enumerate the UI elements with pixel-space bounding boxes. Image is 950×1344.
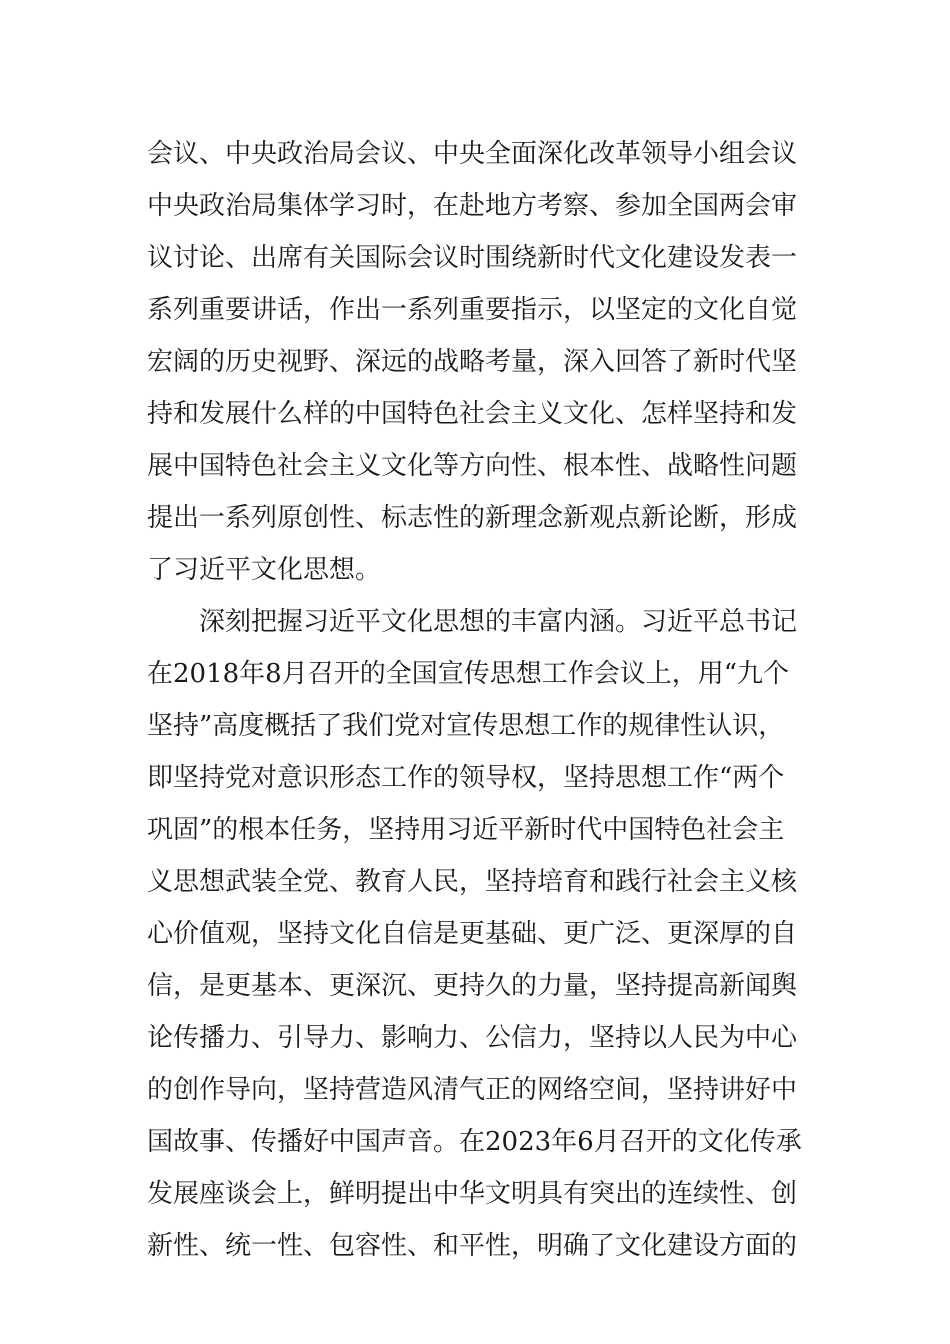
text-line: 心价值观，坚持文化自信是更基础、更广泛、更深厚的自 (147, 919, 798, 949)
text-line: 宏阔的历史视野、深远的战略考量，深入回答了新时代坚 (147, 347, 798, 377)
text-line: 会议、中央政治局会议、中央全面深化改革领导小组会议 (147, 139, 798, 169)
paragraph-start-line: 深刻把握习近平文化思想的丰富内涵。习近平总书记 (199, 607, 798, 637)
text-line: 展中国特色社会主义文化等方向性、根本性、战略性问题 (147, 451, 798, 481)
text-line: 坚持”高度概括了我们党对宣传思想工作的规律性认识， (147, 711, 785, 741)
text-line: 持和发展什么样的中国特色社会主义文化、怎样坚持和发 (147, 399, 798, 429)
text-line: 论传播力、引导力、影响力、公信力，坚持以人民为中心 (147, 1023, 798, 1053)
text-line: 提出一系列原创性、标志性的新理念新观点新论断，形成 (147, 503, 798, 533)
text-line: 在2018年8月召开的全国宣传思想工作会议上，用“九个 (147, 659, 790, 689)
text-line: 信，是更基本、更深沉、更持久的力量，坚持提高新闻舆 (147, 971, 798, 1001)
text-line: 的创作导向，坚持营造风清气正的网络空间，坚持讲好中 (147, 1075, 798, 1105)
text-line: 了习近平文化思想。 (147, 555, 382, 585)
text-line: 议讨论、出席有关国际会议时围绕新时代文化建设发表一 (147, 243, 798, 273)
text-line: 发展座谈会上，鲜明提出中华文明具有突出的连续性、创 (147, 1179, 798, 1209)
body-text (147, 128, 817, 1272)
text-line: 中央政治局集体学习时，在赴地方考察、参加全国两会审 (147, 191, 798, 221)
text-line: 义思想武装全党、教育人民，坚持培育和践行社会主义核 (147, 867, 798, 897)
text-line: 巩固”的根本任务，坚持用习近平新时代中国特色社会主 (147, 815, 785, 845)
text-line: 国故事、传播好中国声音。在2023年6月召开的文化传承 (147, 1127, 802, 1157)
text-line: 即坚持党对意识形态工作的领导权，坚持思想工作“两个 (147, 763, 785, 793)
text-line: 新性、统一性、包容性、和平性，明确了文化建设方面的 (147, 1231, 798, 1261)
text-line: 系列重要讲话，作出一系列重要指示，以坚定的文化自觉 (147, 295, 798, 325)
